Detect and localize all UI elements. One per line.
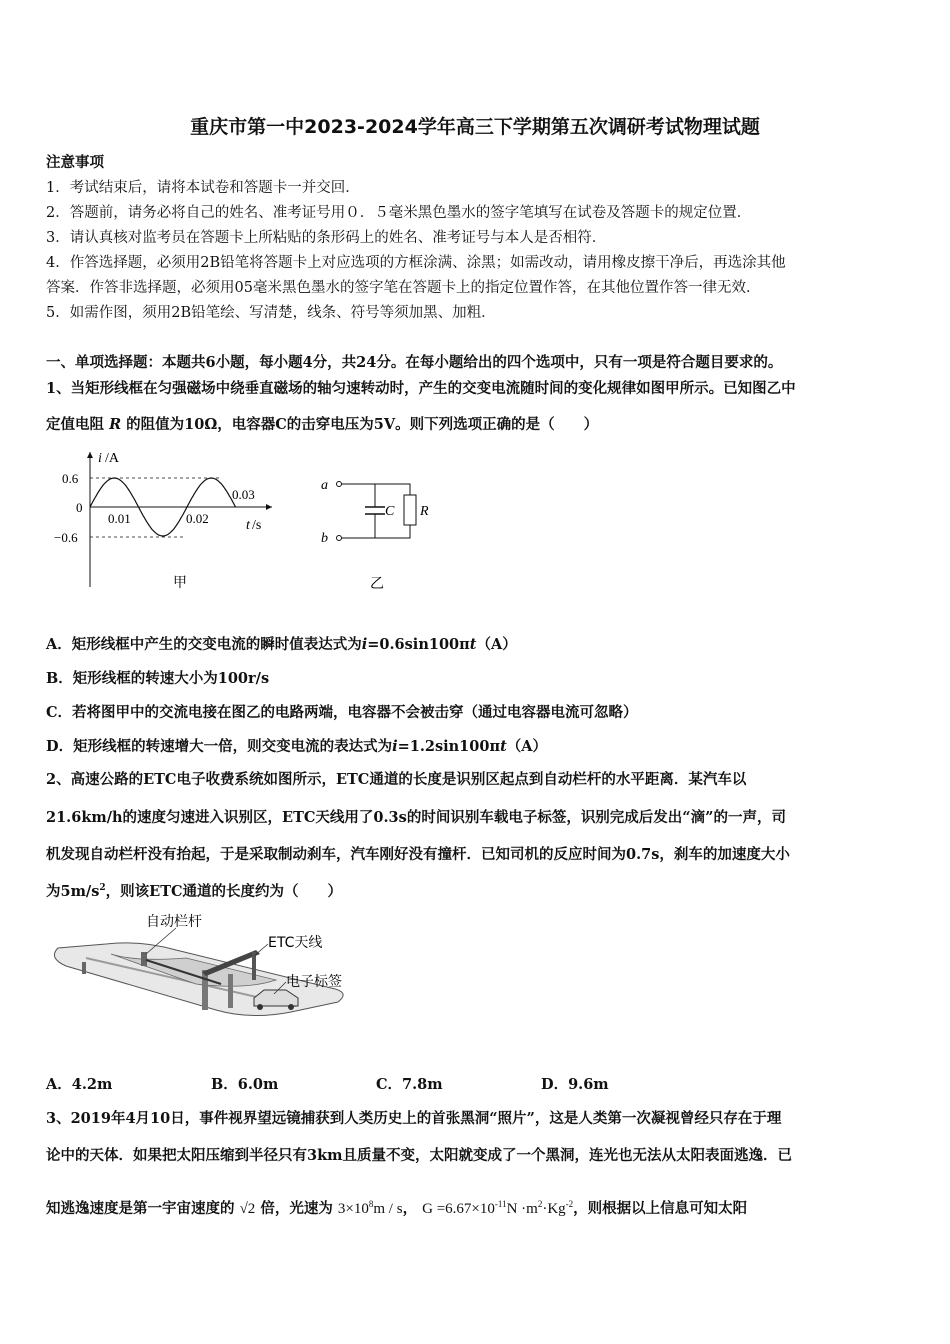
terminal-b-label: b bbox=[321, 531, 328, 546]
resistor bbox=[404, 495, 416, 525]
post bbox=[82, 962, 86, 974]
circuit-wires bbox=[342, 484, 411, 538]
q1-symbol-r: R bbox=[109, 416, 122, 433]
option-text: D．矩形线框的转速增大一倍，则交变电流的表达式为 bbox=[46, 738, 393, 755]
option-math: i bbox=[361, 636, 368, 653]
x-tick-2: 0.02 bbox=[186, 511, 209, 526]
math-sup: 8 bbox=[368, 1199, 374, 1209]
option-text: （A） bbox=[476, 636, 517, 653]
resistor-label: R bbox=[420, 504, 429, 519]
q3-text: 倍，光速为 bbox=[260, 1200, 333, 1217]
q2-text: 为5m/s bbox=[46, 883, 100, 900]
leader-line bbox=[254, 944, 268, 956]
capacitor-label: C bbox=[385, 504, 395, 519]
terminal-b bbox=[337, 536, 342, 541]
notice-item: 3．请认真核对监考员在答题卡上所粘贴的条形码上的姓名、准考证号与本人是否相符． bbox=[46, 230, 607, 246]
figure-caption-jia: 甲 bbox=[173, 575, 187, 591]
current-time-graph bbox=[50, 447, 280, 597]
q2-superscript: 2 bbox=[99, 883, 106, 894]
q2-text: ，则该ETC通道的长度约为（ ） bbox=[105, 883, 343, 900]
option-text: （A） bbox=[506, 738, 548, 755]
q1-option-b[interactable] bbox=[46, 667, 269, 688]
q2-stem-line4 bbox=[46, 880, 342, 901]
q1-option-d[interactable] bbox=[46, 735, 547, 756]
q2-stem-line1: 2、高速公路的ETC电子收费系统如图所示，ETC通道的长度是识别区起点到自动栏杆的水平距离．某汽车以 bbox=[46, 771, 747, 788]
q2-option-b[interactable]: B．6.0m bbox=[211, 1076, 279, 1093]
q3-text: ，则根据以上信息可知太阳 bbox=[573, 1200, 748, 1217]
q3-stem-line2: 论中的天体．如果把太阳压缩到半径只有3km且质量不变，太阳就变成了一个黑洞，连光也无法从太阳表面逃逸．已 bbox=[46, 1147, 792, 1164]
x-axis-unit: /s bbox=[252, 518, 262, 533]
notice-item: 4．作答选择题，必须用2B铅笔将答题卡上对应选项的方框涂满、涂黑；如需改动，请用橡皮擦干净后，再选涂其他 bbox=[46, 255, 786, 271]
option-text: =1.2sin100π bbox=[397, 738, 501, 755]
x-tick-3: 0.03 bbox=[232, 487, 255, 502]
math-text: N ·m bbox=[506, 1201, 538, 1217]
q1-stem-line2 bbox=[46, 413, 598, 434]
section-heading: 一、单项选择题：本题共6小题，每小题4分，共24分。在每小题给出的四个选项中，只有一项是符合题目要求的。 bbox=[46, 354, 783, 371]
notice-heading: 注意事项 bbox=[46, 154, 104, 171]
notice-item: 1．考试结束后，请将本试卷和答题卡一并交回． bbox=[46, 180, 360, 196]
option-text: B．矩形线框的转速大小为100r/s bbox=[46, 670, 270, 687]
math-sup: 2 bbox=[537, 1199, 543, 1209]
gantry-post bbox=[202, 970, 208, 1010]
math-text: ·Kg bbox=[542, 1201, 566, 1217]
x-axis-label: t bbox=[246, 518, 250, 533]
option-text: =0.6sin100π bbox=[367, 636, 470, 653]
q3-stem-line1: 3、2019年4月10日，事件视界望远镜捕获到人类历史上的首张黑洞“照片”，这是人类第一次凝视曾经只存在于理 bbox=[46, 1110, 782, 1127]
notice-item: 5．如需作图，须用2B铅笔绘、写清楚，线条、符号等须加黑、加粗． bbox=[46, 305, 496, 321]
q2-option-d[interactable]: D．9.6m bbox=[541, 1076, 609, 1093]
q1-stem-line1: 1、当矩形线框在匀强磁场中绕垂直磁场的轴匀速转动时，产生的交变电流随时间的变化规律如图甲所示。已知图乙中 bbox=[46, 380, 796, 397]
option-math: i bbox=[392, 738, 398, 755]
math-text: G =6.67×10 bbox=[422, 1201, 495, 1217]
q1-option-c[interactable] bbox=[46, 701, 638, 722]
option-text: C．若将图甲中的交流电接在图乙的电路两端，电容器不会被击穿（通过电容器电流可忽略） bbox=[46, 704, 638, 721]
q2-option-c[interactable]: C．7.8m bbox=[376, 1076, 443, 1093]
notice-item: 答案．作答非选择题，必须用05毫米黑色墨水的签字笔在答题卡上的指定位置作答，在其他位置作答一律无效． bbox=[46, 280, 761, 296]
y-axis-unit: /A bbox=[105, 451, 119, 466]
q3-text: ， bbox=[402, 1200, 418, 1217]
q1-text: 的阻值为10Ω，电容器C的击穿电压为5V。则下列选项正确的是（ ） bbox=[121, 416, 599, 433]
math-sup: -2 bbox=[565, 1199, 574, 1209]
q2-option-a[interactable]: A．4.2m bbox=[46, 1076, 113, 1093]
option-math: t bbox=[500, 738, 507, 755]
etc-system-figure bbox=[46, 910, 356, 1035]
notice-item: 2．答题前，请务必将自己的姓名、准考证号用０．５毫米黑色墨水的签字笔填写在试卷及答题卡的规定位置． bbox=[46, 205, 752, 221]
option-math: t bbox=[469, 636, 477, 653]
q3-text: 知逃逸速度是第一宇宙速度的 bbox=[46, 1200, 235, 1217]
figure-caption-yi: 乙 bbox=[370, 576, 384, 592]
y-tick-neg: −0.6 bbox=[54, 530, 78, 545]
circuit-diagram bbox=[315, 465, 445, 595]
y-tick-pos: 0.6 bbox=[62, 471, 79, 486]
q2-stem-line2: 21.6km/h的速度匀速进入识别区，ETC天线用了0.3s的时间识别车载电子标签，识别完成后发出“滴”的一声，司 bbox=[46, 809, 786, 826]
car-wheel bbox=[288, 1004, 294, 1010]
gravitational-constant bbox=[422, 1201, 573, 1217]
q1-option-a[interactable] bbox=[46, 633, 517, 654]
antenna-mast bbox=[252, 952, 256, 980]
option-text: A．矩形线框中产生的交变电流的瞬时值表达式为 bbox=[46, 636, 362, 653]
terminal-a bbox=[337, 482, 342, 487]
gantry-post bbox=[228, 974, 233, 1008]
page-title: 重庆市第一中2023-2024学年高三下学期第五次调研考试物理试题 bbox=[190, 116, 760, 138]
sqrt-two: √2 bbox=[239, 1201, 256, 1217]
y-axis-label: i bbox=[98, 451, 102, 466]
math-text: m / s bbox=[373, 1201, 403, 1217]
q1-text: 定值电阻 bbox=[46, 416, 110, 433]
math-sup: -11 bbox=[494, 1199, 507, 1209]
speed-of-light bbox=[338, 1201, 403, 1217]
label-tag: 电子标签 bbox=[286, 974, 342, 990]
y-tick-zero: 0 bbox=[76, 500, 83, 515]
terminal-a-label: a bbox=[321, 478, 328, 493]
q2-stem-line3: 机发现自动栏杆没有抬起，于是采取制动刹车，汽车刚好没有撞杆．已知司机的反应时间为0.7s，刹车的加速度大小 bbox=[46, 846, 790, 863]
car-wheel bbox=[257, 1004, 263, 1010]
label-barrier: 自动栏杆 bbox=[146, 914, 202, 930]
x-tick-1: 0.01 bbox=[108, 511, 131, 526]
math-text: 3×10 bbox=[337, 1201, 369, 1217]
label-antenna: ETC天线 bbox=[268, 935, 323, 951]
q3-stem-line3 bbox=[46, 1197, 747, 1218]
